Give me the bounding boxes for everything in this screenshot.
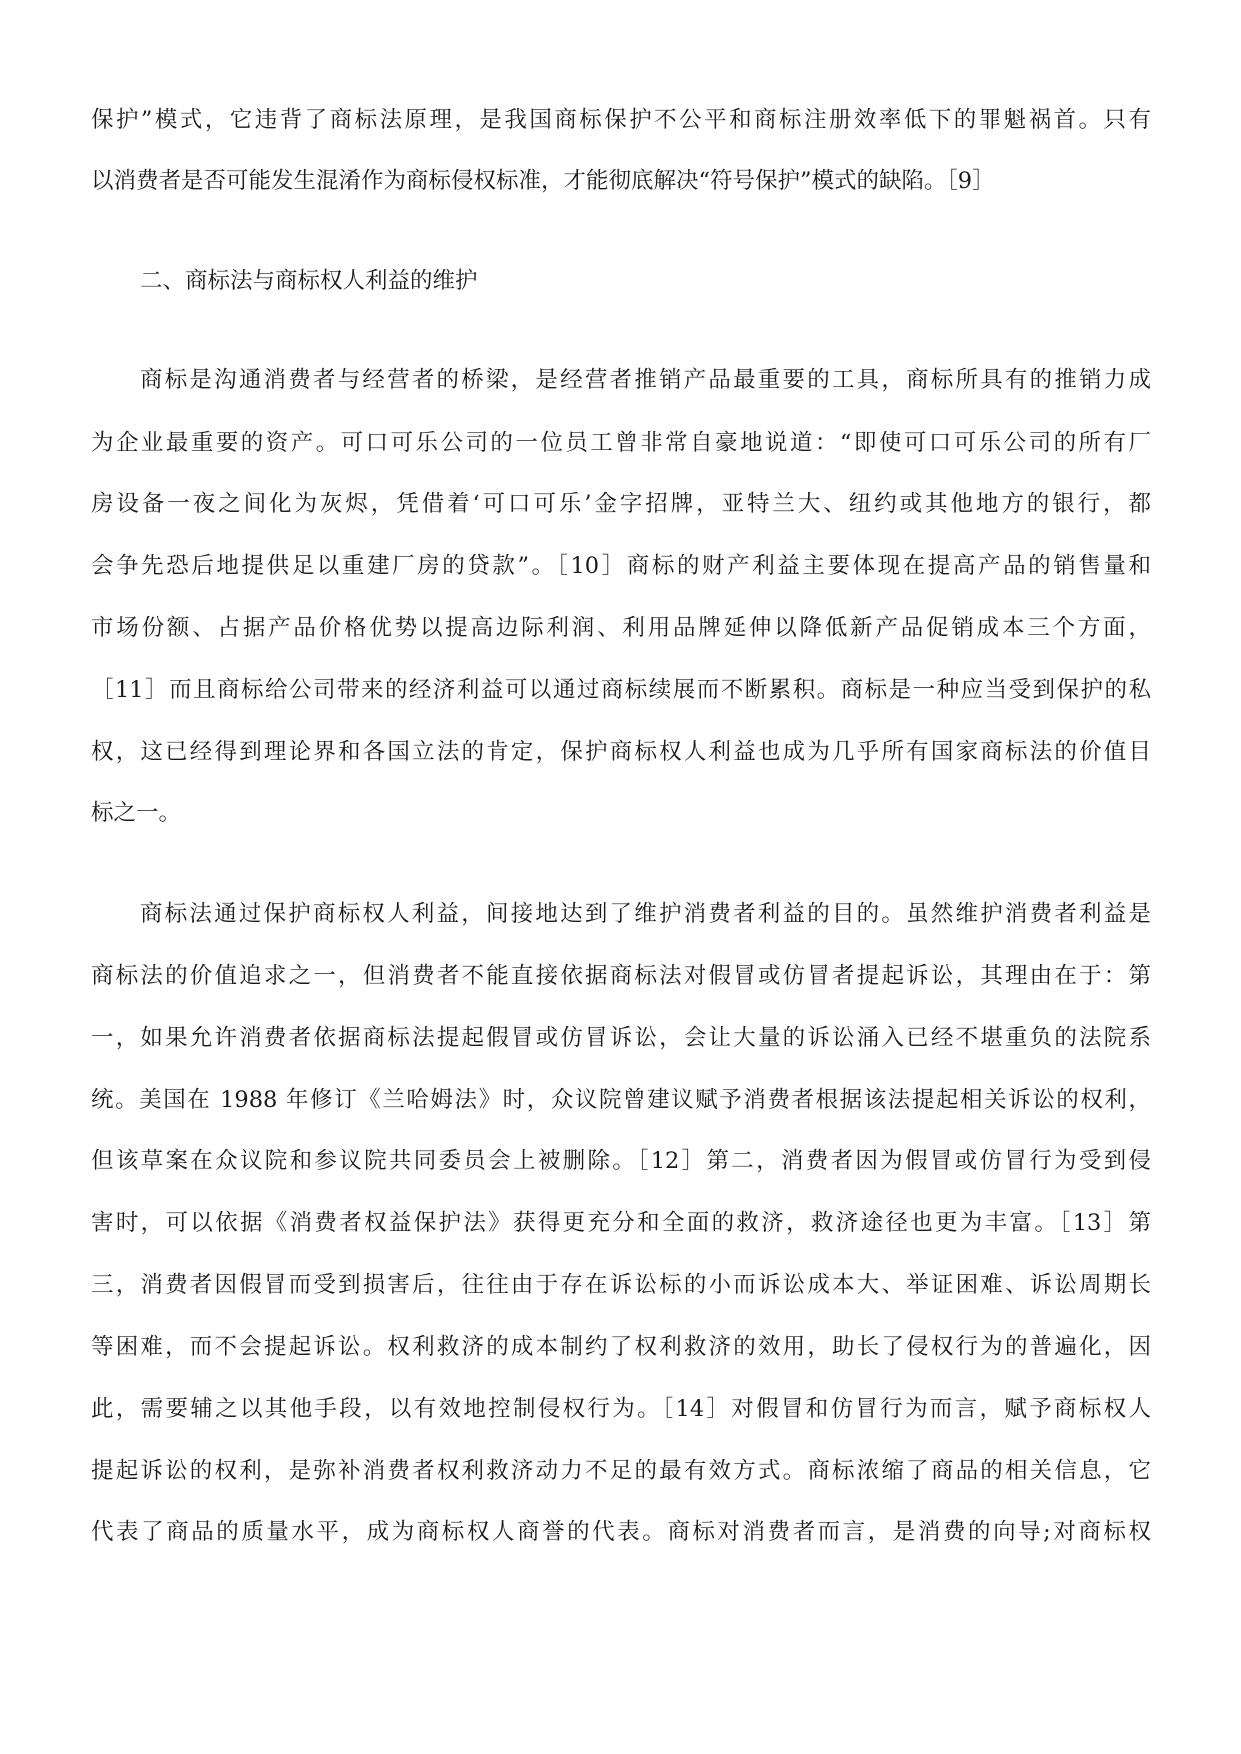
- paragraph-line: ［11］而且商标给公司带来的经济利益可以通过商标续展而不断累积。商标是一种应当受到保护的私: [91, 677, 1151, 703]
- paragraph-line: 保护”模式，它违背了商标法原理，是我国商标保护不公平和商标注册效率低下的罪魁祸首。只有: [91, 107, 1151, 133]
- paragraph-line: 房设备一夜之间化为灰烬，凭借着‘可口可乐’金字招牌，亚特兰大、纽约或其他地方的银行，都: [91, 491, 1151, 517]
- paragraph-line: 权，这已经得到理论界和各国立法的肯定，保护商标权人利益也成为几乎所有国家商标法的价值目: [91, 739, 1151, 765]
- paragraph-line: 市场份额、占据产品价格优势以提高边际利润、利用品牌延伸以降低新产品促销成本三个方面，: [91, 615, 1151, 641]
- paragraph-line: 一，如果允许消费者依据商标法提起假冒或仿冒诉讼，会让大量的诉讼涌入已经不堪重负的法院系: [91, 1025, 1151, 1051]
- paragraph-line: 三，消费者因假冒而受到损害后，往往由于存在诉讼标的小而诉讼成本大、举证困难、诉讼周期长: [91, 1272, 1151, 1298]
- paragraph-line: 统。美国在 1988 年修订《兰哈姆法》时，众议院曾建议赋予消费者根据该法提起相关诉讼的权利，: [91, 1087, 1151, 1113]
- paragraph-line: 以消费者是否可能发生混淆作为商标侵权标准，才能彻底解决“符号保护”模式的缺陷。［9］: [91, 168, 995, 194]
- paragraph-line: 提起诉讼的权利，是弥补消费者权利救济动力不足的最有效方式。商标浓缩了商品的相关信息，它: [91, 1458, 1151, 1484]
- paragraph-line: 等困难，而不会提起诉讼。权利救济的成本制约了权利救济的效用，助长了侵权行为的普遍化，因: [91, 1334, 1151, 1360]
- paragraph-line: 害时，可以依据《消费者权益保护法》获得更充分和全面的救济，救济途径也更为丰富。［13］第: [91, 1210, 1151, 1236]
- paragraph-line: 商标法的价值追求之一，但消费者不能直接依据商标法对假冒或仿冒者提起诉讼，其理由在于：第: [91, 963, 1151, 989]
- paragraph-line: 此，需要辅之以其他手段，以有效地控制侵权行为。［14］对假冒和仿冒行为而言，赋予商标权人: [91, 1396, 1151, 1422]
- paragraph-line: 代表了商品的质量水平，成为商标权人商誉的代表。商标对消费者而言，是消费的向导;对商标权: [91, 1519, 1151, 1545]
- paragraph-line: 会争先恐后地提供足以重建厂房的贷款”。［10］商标的财产利益主要体现在提高产品的销售量和: [91, 553, 1151, 579]
- paragraph-line: 商标法通过保护商标权人利益，间接地达到了维护消费者利益的目的。虽然维护消费者利益是: [140, 901, 1151, 927]
- paragraph-line: 标之一。: [91, 800, 182, 826]
- paragraph-line: 商标是沟通消费者与经营者的桥梁，是经营者推销产品最重要的工具，商标所具有的推销力成: [140, 367, 1151, 393]
- paragraph-line: 为企业最重要的资产。可口可乐公司的一位员工曾非常自豪地说道：“即使可口可乐公司的所有厂: [91, 430, 1151, 456]
- section-heading: 二、商标法与商标权人利益的维护: [140, 268, 478, 294]
- paragraph-line: 但该草案在众议院和参议院共同委员会上被删除。［12］第二，消费者因为假冒或仿冒行为受到侵: [91, 1148, 1151, 1174]
